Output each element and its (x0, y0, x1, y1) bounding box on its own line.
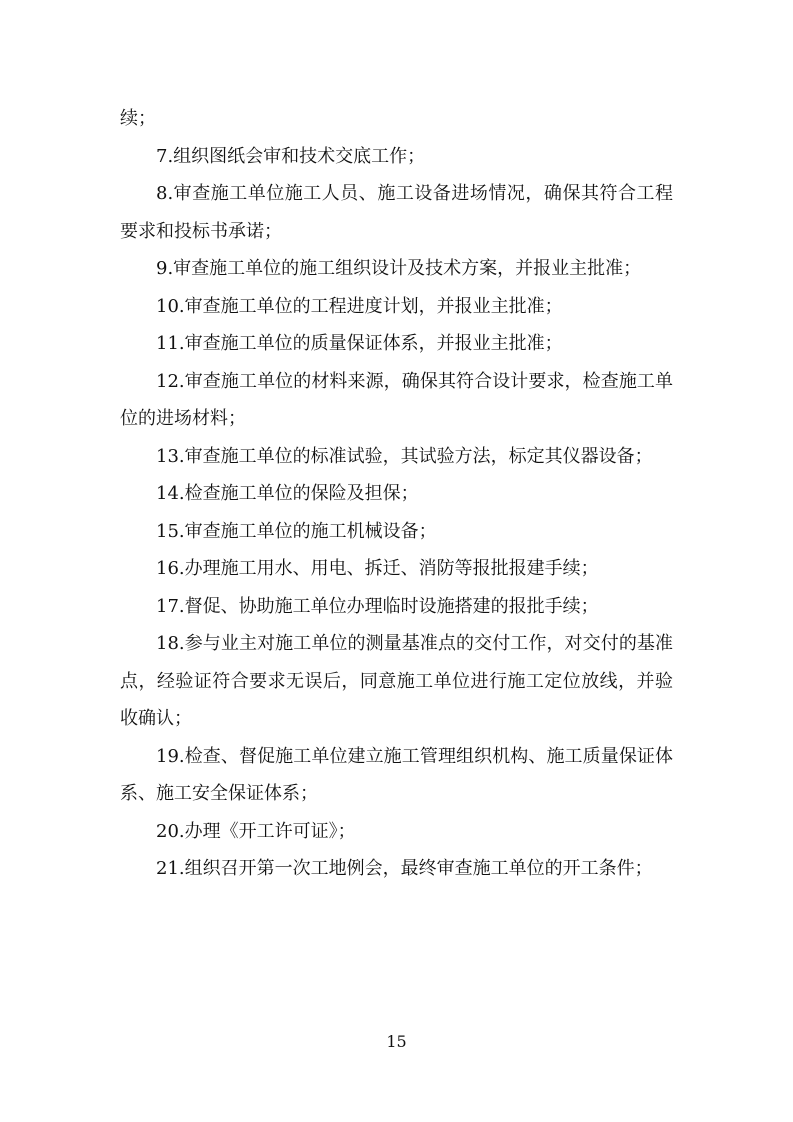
list-item-19: 19.检查、督促施工单位建立施工管理组织机构、施工质量保证体系、施工安全保证体系； (120, 745, 673, 804)
document-body (120, 100, 673, 888)
list-item-12: 12.审查施工单位的材料来源，确保其符合设计要求，检查施工单位的进场材料； (120, 370, 673, 429)
list-item-18: 18.参与业主对施工单位的测量基准点的交付工作，对交付的基准点，经验证符合要求无误后，同意施工单位进行施工定位放线，并验收确认； (120, 633, 673, 729)
list-item-9: 9.审查施工单位的施工组织设计及技术方案，并报业主批准； (156, 258, 642, 279)
list-item-11: 11.审查施工单位的质量保证体系，并报业主批准； (156, 333, 563, 354)
list-item-20: 20.办理《开工许可证》； (156, 820, 356, 842)
list-item-7: 7.组织图纸会审和技术交底工作； (156, 145, 426, 167)
continuation-text: 续； (120, 108, 156, 129)
list-item-15: 15.审查施工单位的施工机械设备； (156, 520, 437, 542)
list-item-8: 8.审查施工单位施工人员、施工设备进场情况，确保其符合工程要求和投标书承诺； (120, 183, 673, 242)
list-item-16: 16.办理施工用水、用电、拆迁、消防等报批报建手续； (156, 558, 599, 579)
page-number: 15 (386, 1032, 407, 1051)
list-item-17: 17.督促、协助施工单位办理临时设施搭建的报批手续； (156, 595, 599, 617)
list-item-13: 13.审查施工单位的标准试验，其试验方法，标定其仪器设备； (156, 445, 653, 467)
list-item-14: 14.检查施工单位的保险及担保； (156, 483, 419, 504)
list-item-10: 10.审查施工单位的工程进度计划，并报业主批准； (156, 295, 563, 317)
list-item-21: 21.组织召开第一次工地例会，最终审查施工单位的开工条件； (156, 858, 653, 879)
